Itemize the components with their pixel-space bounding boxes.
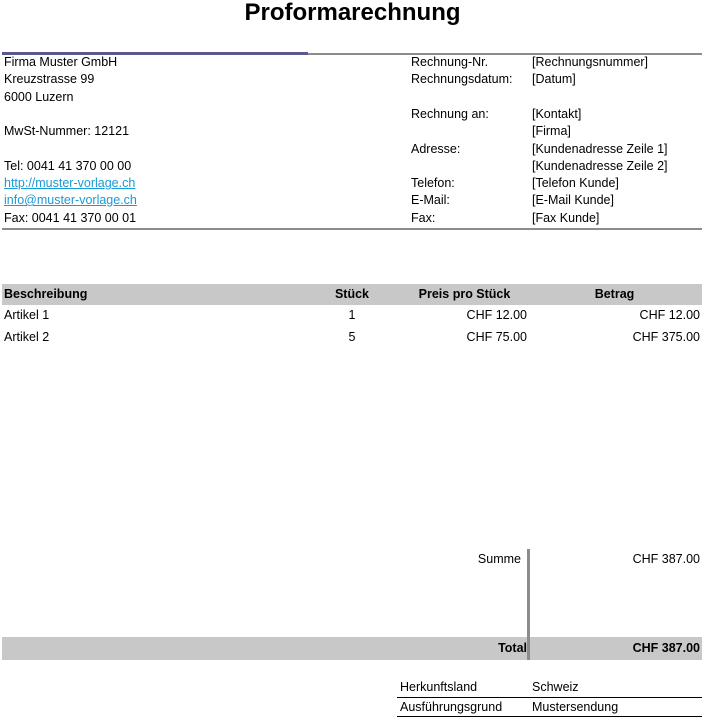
header-qty: Stück (334, 287, 370, 301)
company-fax: Fax: 0041 41 370 00 01 (4, 211, 137, 225)
client-fax: [Fax Kunde] (532, 211, 600, 225)
invoice-date-value: [Datum] (532, 72, 576, 86)
invoice-number-label: Rechnung-Nr. (411, 55, 489, 69)
sum-label: Summe (477, 552, 521, 566)
footer-divider (397, 697, 702, 698)
invoice-date-label: Rechnungsdatum: (411, 72, 513, 86)
fax-label: Fax: (411, 211, 436, 225)
summary-divider (527, 549, 530, 637)
header-description: Beschreibung (4, 287, 88, 301)
page-title: Proformarechnung (244, 0, 461, 26)
row-description: Artikel 2 (4, 330, 50, 344)
row-qty: 5 (348, 330, 356, 344)
client-address-line1: [Kundenadresse Zeile 1] (532, 142, 668, 156)
client-phone: [Telefon Kunde] (532, 176, 619, 190)
phone-label: Telefon: (411, 176, 455, 190)
client-address-line2: [Kundenadresse Zeile 2] (532, 159, 668, 173)
origin-value: Schweiz (532, 680, 579, 694)
client-contact: [Kontakt] (532, 107, 582, 121)
company-city: 6000 Luzern (4, 90, 74, 104)
total-label: Total (498, 641, 527, 655)
company-tel: Tel: 0041 41 370 00 00 (4, 159, 132, 173)
company-name: Firma Muster GmbH (4, 55, 118, 69)
company-email-link[interactable]: info@muster-vorlage.ch (4, 193, 137, 207)
table-row (2, 305, 702, 326)
origin-label: Herkunftsland (400, 680, 478, 694)
row-unit-price: CHF 12.00 (466, 308, 527, 322)
row-qty: 1 (348, 308, 356, 322)
reason-value: Mustersendung (532, 700, 619, 714)
client-email: [E-Mail Kunde] (532, 193, 614, 207)
total-row (2, 637, 702, 660)
sum-value: CHF 387.00 (632, 552, 700, 566)
total-divider (527, 637, 530, 660)
company-vat: MwSt-Nummer: 12121 (4, 124, 130, 138)
company-website-link[interactable]: http://muster-vorlage.ch (4, 176, 136, 190)
row-amount: CHF 12.00 (639, 308, 700, 322)
company-street: Kreuzstrasse 99 (4, 72, 95, 86)
invoice-to-label: Rechnung an: (411, 107, 489, 121)
client-company: [Firma] (532, 124, 571, 138)
header-amount: Betrag (594, 287, 635, 301)
row-amount: CHF 375.00 (632, 330, 700, 344)
table-row (2, 327, 702, 348)
total-value: CHF 387.00 (632, 641, 700, 655)
items-table-header (2, 284, 702, 305)
email-label: E-Mail: (411, 193, 450, 207)
row-unit-price: CHF 75.00 (466, 330, 527, 344)
reason-label: Ausführungsgrund (400, 700, 503, 714)
address-label: Adresse: (411, 142, 461, 156)
row-description: Artikel 1 (4, 308, 50, 322)
header-bottom-divider (2, 228, 702, 230)
footer-bottom-divider (397, 716, 702, 717)
header-unit-price: Preis pro Stück (418, 287, 511, 301)
invoice-number-value: [Rechnungsnummer] (532, 55, 649, 69)
